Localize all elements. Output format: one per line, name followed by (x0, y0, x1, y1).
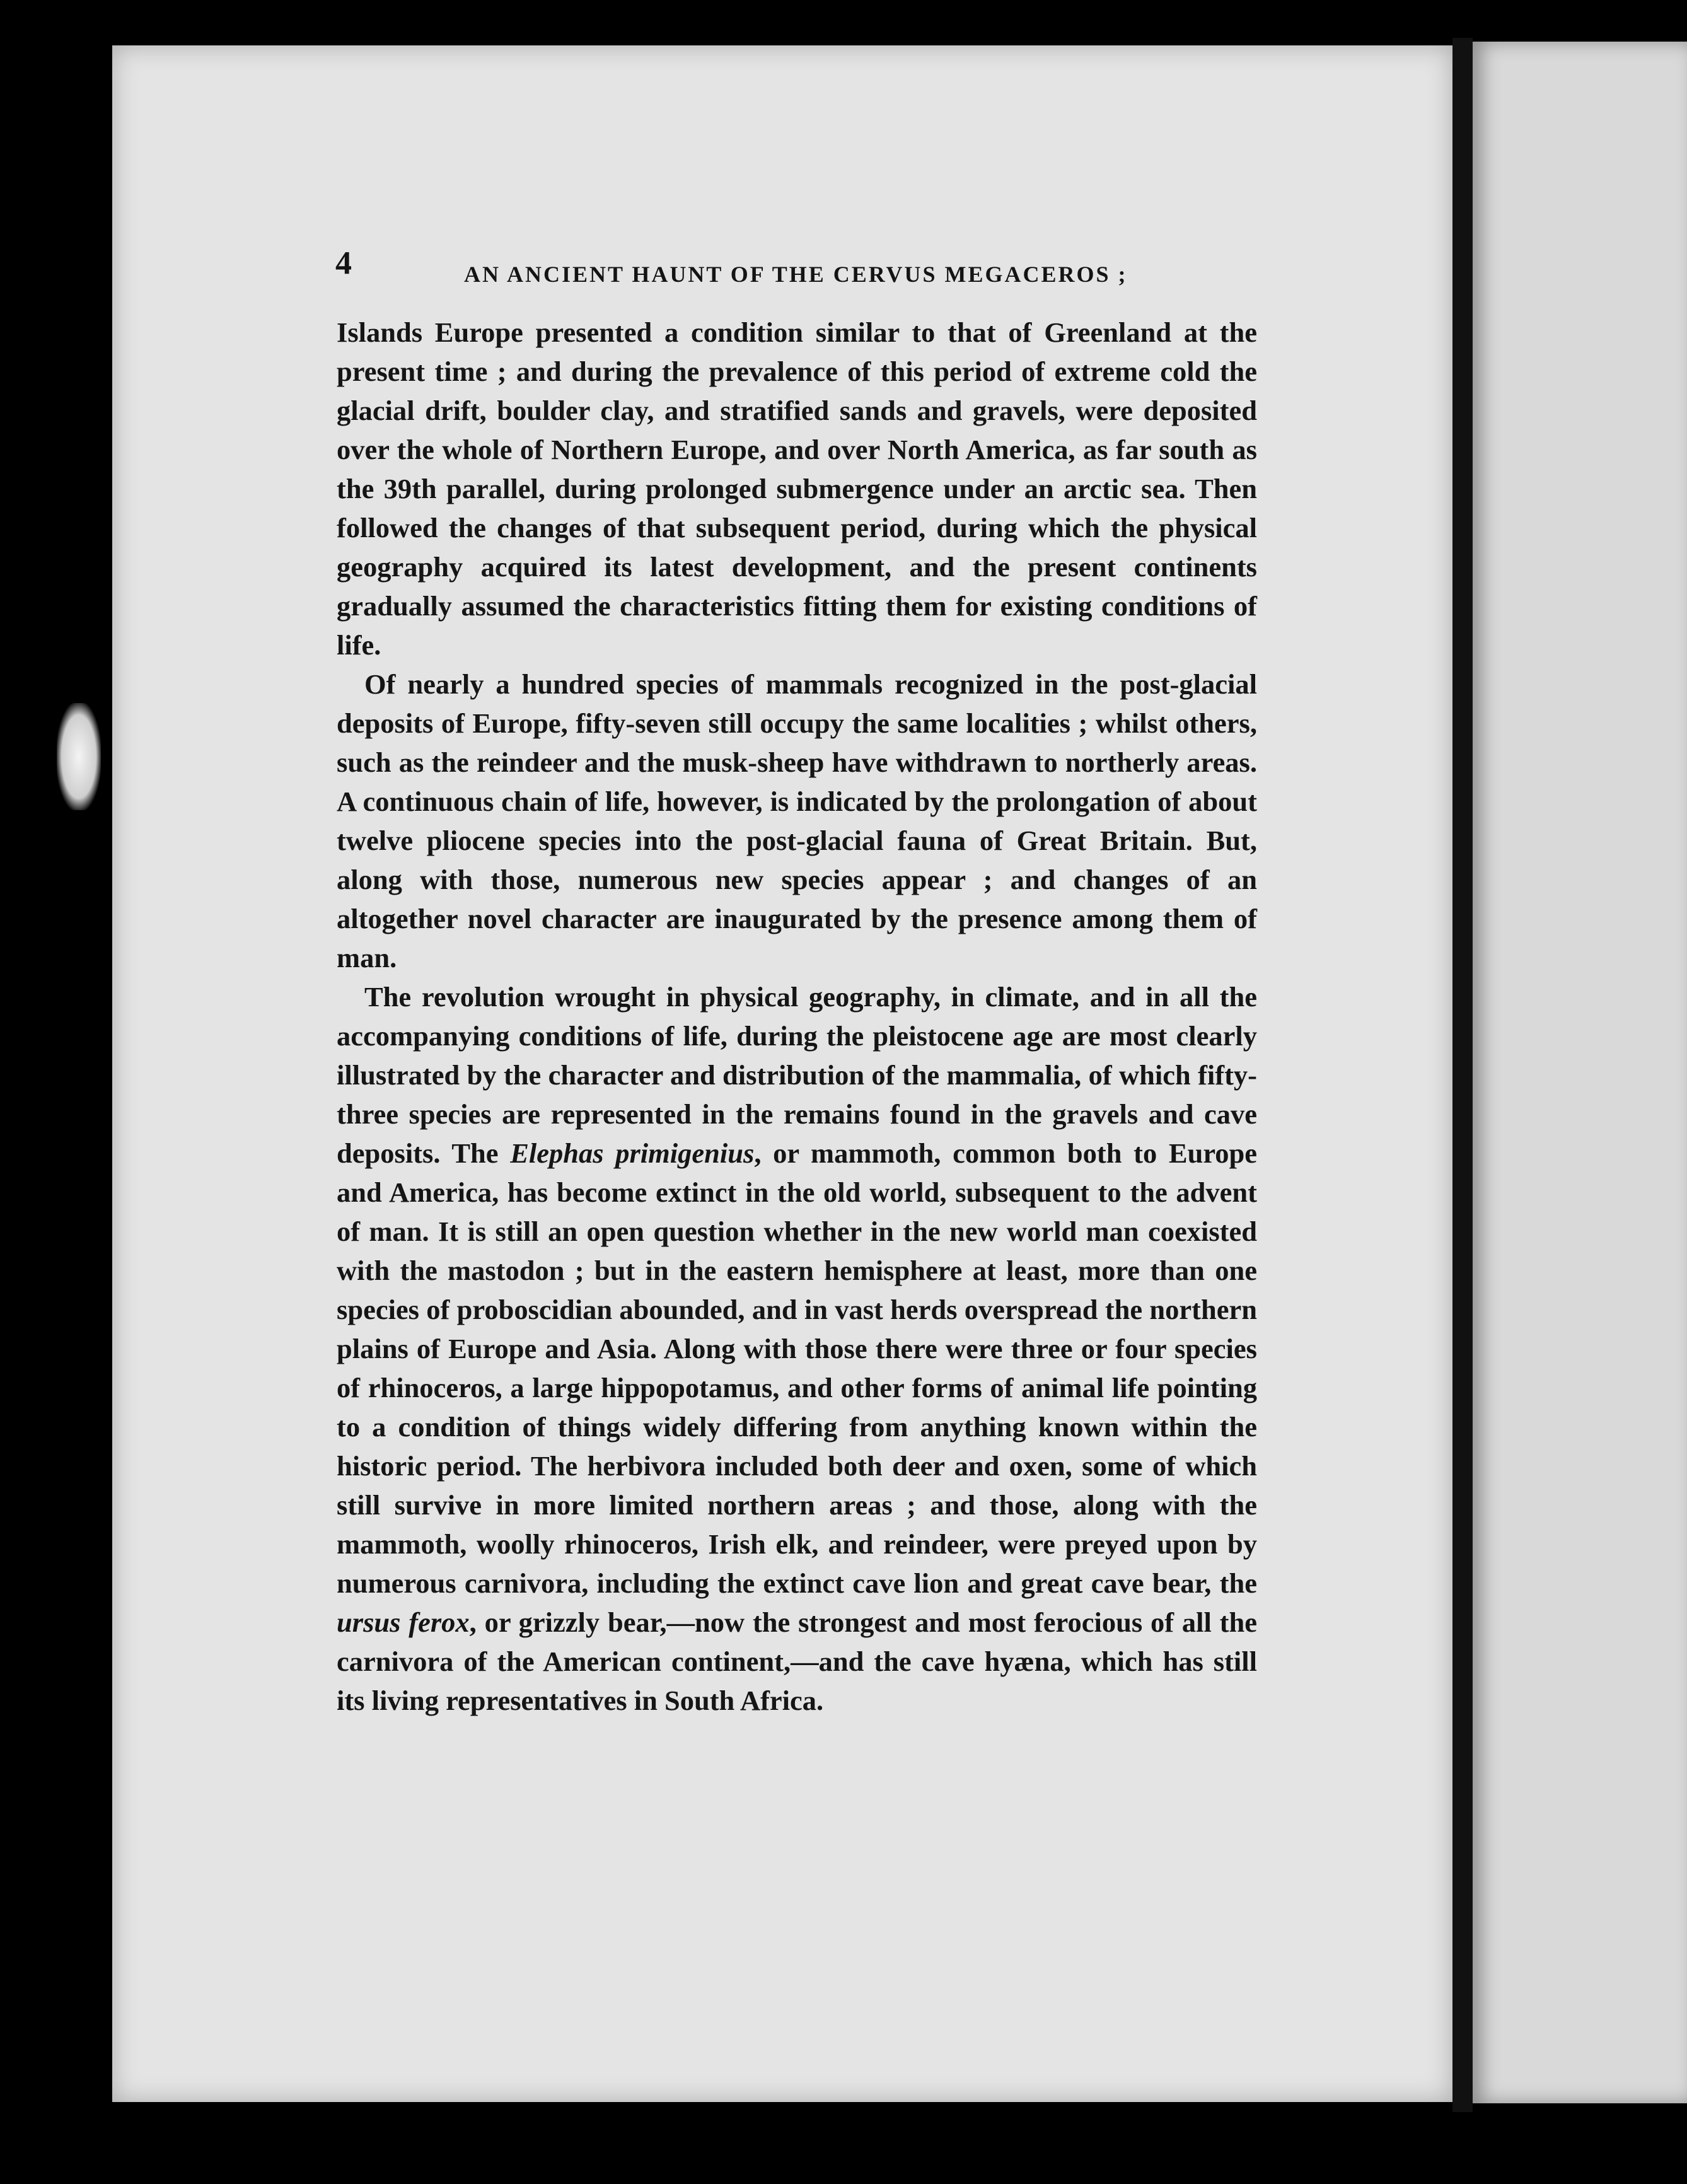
page-number: 4 (335, 245, 352, 281)
book-gutter (1452, 38, 1473, 2112)
paragraph-1: Islands Europe presented a condition similar to that of Greenland at the present time ; and during the prevalence of this period of extreme cold the glacial drift, boulder clay, and stratified sands and gravels, were deposited over the whole of Northern Europe, and over North America, as far south as the 39th parallel, during prolonged submergence under an arctic sea. Then followed the changes of that subsequent period, during which the physical geography acquired its latest development, and the present continents gradually assumed the characteristics fitting them for existing conditions of life. (337, 317, 1257, 661)
elephas-primigenius-term: Elephas primigenius (510, 1137, 755, 1169)
paragraph-3-part-1: The revolution wrought in physical geography, in climate, and in all the accompanying conditions of life, during the pleistocene age are most clearly illustrated by the character and distribution of the mammalia, of which fifty-three species are represented in the remains found in the gravels and cave deposits. The (337, 981, 1257, 1169)
paragraph-3-part-2: , or mammoth, common both to Europe and America, has become extinct in the old world, subsequent to the advent of man. It is still an open question whether in the new world man coexisted with the mastodon ; but in the eastern hemisphere at least, more than one species of proboscidian abounded, and in vast herds overspread the northern plains of Europe and Asia. Along with those there were three or four species of rhinoceros, a large hippopotamus, and other forms of animal life pointing to a condition of things widely differing from anything known within the historic period. The herbivora included both deer and oxen, some of which still survive in more limited northern areas ; and those, along with the mammoth, woolly rhinoceros, Irish elk, and reindeer, were preyed upon by numerous carnivora, including the extinct cave lion and great cave bear, the (337, 1137, 1258, 1599)
ursus-ferox-term: ursus ferox (337, 1606, 470, 1638)
running-head (334, 251, 1267, 289)
paragraph-3 (337, 977, 1257, 1720)
paragraph-3-part-3: , or grizzly bear,—now the strongest and most ferocious of all the carnivora of the American continent,—and the cave hyæna, which has still its living representatives in South Africa. (337, 1606, 1257, 1716)
running-head-title: AN ANCIENT HAUNT OF THE CERVUS MEGACEROS ; (464, 262, 1128, 287)
paragraph-2: Of nearly a hundred species of mammals recognized in the post-glacial deposits of Europe, fifty-seven still occupy the same localities ; whilst others, such as the reindeer and the musk-sheep have withdrawn to northerly areas. A continuous chain of life, however, is indicated by the prolongation of about twelve pliocene species into the post-glacial fauna of Great Britain. But, along with those, numerous new species appear ; and changes of an altogether novel character are inaugurated by the presence among them of man. (337, 668, 1257, 973)
body-text (337, 313, 1257, 1720)
page-stain (57, 703, 101, 810)
adjacent-page-edge (1473, 42, 1687, 2103)
